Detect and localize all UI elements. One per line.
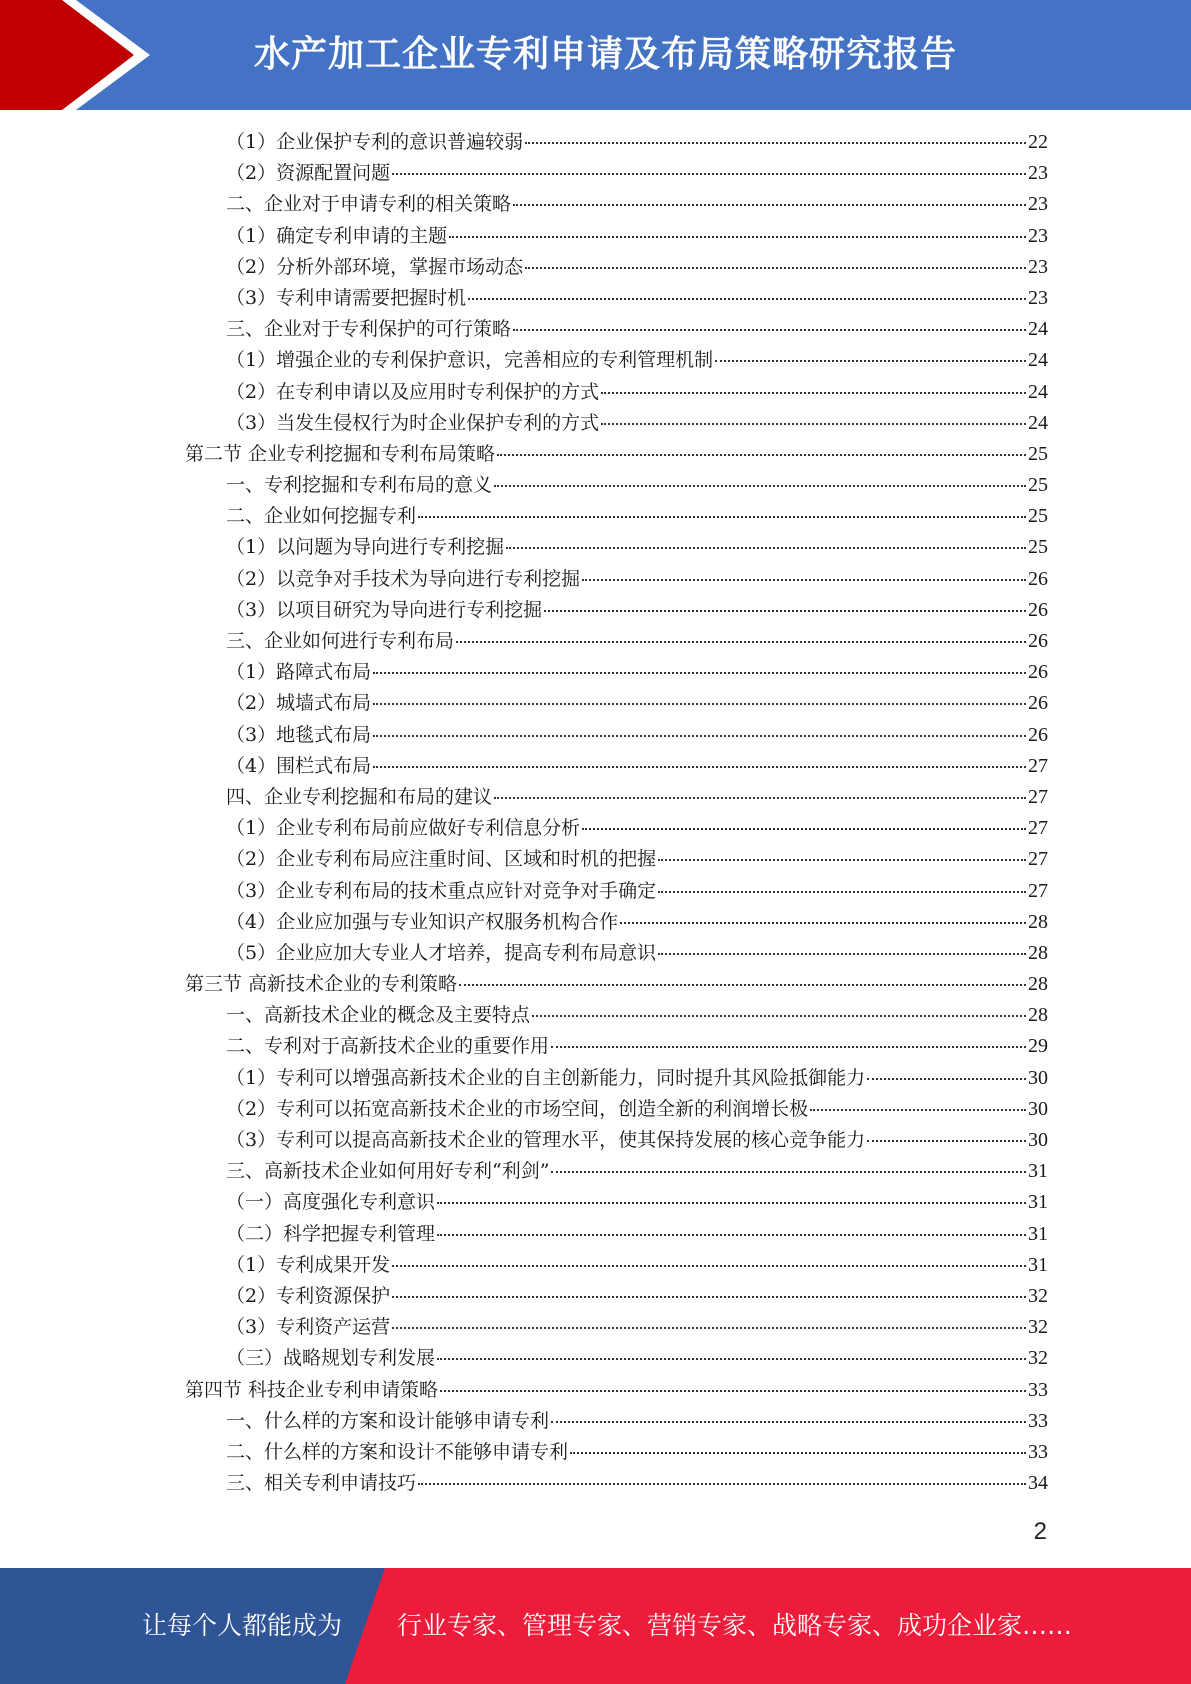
toc-entry[interactable] [0,408,1048,439]
toc-entry-title: （2）分析外部环境，掌握市场动态 [226,255,524,278]
toc-entry[interactable] [0,252,1048,283]
toc-entry-title: （4）企业应加强与专业知识产权服务机构合作 [226,910,619,933]
toc-dot-leader [437,1358,1026,1360]
toc-entry[interactable] [0,876,1048,907]
toc-entry[interactable] [0,439,1048,470]
toc-entry[interactable] [0,657,1048,688]
toc-dot-leader [582,828,1026,830]
toc-dot-leader [494,485,1026,487]
table-of-contents [0,127,1191,1499]
toc-entry-title: （1）企业保护专利的意识普遍较弱 [226,131,524,153]
toc-dot-leader [373,703,1026,705]
toc-entry[interactable] [0,1000,1048,1031]
toc-entry-page: 33 [1028,1378,1048,1401]
toc-entry-title: （3）当发生侵权行为时企业保护专利的方式 [226,411,600,434]
toc-entry[interactable] [0,688,1048,719]
toc-entry-title: 一、什么样的方案和设计能够申请专利 [226,1409,550,1432]
toc-entry-page: 33 [1028,1440,1048,1463]
toc-entry-title: 二、专利对于高新技术企业的重要作用 [226,1035,550,1058]
toc-entry[interactable] [0,1406,1048,1437]
toc-entry[interactable] [0,782,1048,813]
toc-dot-leader [418,1483,1026,1485]
toc-entry-page: 25 [1028,536,1048,559]
toc-entry[interactable] [0,813,1048,844]
toc-entry-page: 23 [1028,224,1048,247]
toc-dot-leader [715,360,1026,362]
toc-entry-title: 二、什么样的方案和设计不能够申请专利 [226,1440,569,1463]
toc-entry-page: 23 [1028,193,1048,216]
toc-entry[interactable] [0,564,1048,595]
toc-entry-title: 二、企业如何挖掘专利 [226,505,417,528]
toc-entry-title: 第二节 企业专利挖掘和专利布局策略 [185,442,496,465]
toc-entry-title: （一）高度强化专利意识 [226,1191,436,1214]
toc-entry-page: 28 [1028,973,1048,996]
toc-entry-page: 32 [1028,1316,1048,1339]
toc-entry-page: 24 [1028,411,1048,434]
toc-entry-page: 27 [1028,848,1048,871]
toc-entry-title: （1）专利成果开发 [226,1253,391,1276]
toc-entry-title: （3）以项目研究为导向进行专利挖掘 [226,598,543,621]
toc-dot-leader [468,298,1026,300]
toc-entry-page: 31 [1028,1253,1048,1276]
toc-entry-title: （二）科学把握专利管理 [226,1222,436,1245]
toc-entry[interactable] [0,470,1048,501]
toc-entry-page: 27 [1028,754,1048,777]
toc-entry[interactable] [0,221,1048,252]
toc-entry-title: 第三节 高新技术企业的专利策略 [185,973,458,996]
toc-entry-page: 32 [1028,1284,1048,1307]
toc-entry[interactable] [0,1063,1048,1094]
toc-entry[interactable] [0,626,1048,657]
footer-slogan-lead: 让每个人都能成为 [142,1611,343,1640]
toc-entry[interactable] [0,1094,1048,1125]
toc-dot-leader [513,329,1026,331]
toc-dot-leader [658,891,1026,893]
toc-dot-leader [867,1140,1026,1142]
toc-entry-title: 四、企业专利挖掘和布局的建议 [226,785,493,808]
toc-dot-leader [620,922,1026,924]
toc-entry-page: 32 [1028,1347,1048,1370]
toc-entry-page: 31 [1028,1222,1048,1245]
toc-entry[interactable] [0,1437,1048,1468]
toc-entry[interactable] [0,1031,1048,1062]
toc-entry-title: （3）专利资产运营 [226,1316,391,1339]
toc-entry-page: 27 [1028,879,1048,902]
toc-entry-title: （3）专利申请需要把握时机 [226,286,467,309]
toc-entry-page: 25 [1028,442,1048,465]
toc-entry-page: 23 [1028,162,1048,185]
page-header [0,0,1191,110]
toc-entry-page: 28 [1028,910,1048,933]
toc-dot-leader [437,1202,1026,1204]
toc-entry-title: （3）地毯式布局 [226,723,372,746]
toc-entry[interactable] [0,969,1048,1000]
toc-entry[interactable] [0,844,1048,875]
toc-entry-page: 26 [1028,661,1048,684]
toc-dot-leader [525,142,1026,144]
toc-entry[interactable] [0,1219,1048,1250]
toc-entry-title: （4）围栏式布局 [226,754,372,777]
toc-entry[interactable] [0,938,1048,969]
toc-entry[interactable] [0,377,1048,408]
toc-entry-page: 25 [1028,505,1048,528]
toc-entry-title: 二、企业对于申请专利的相关策略 [226,193,512,216]
toc-entry[interactable] [0,1343,1048,1374]
toc-dot-leader [373,766,1026,768]
toc-entry-title: （1）路障式布局 [226,661,372,684]
red-chevron-decoration [0,0,150,110]
toc-entry-title: （2）城墙式布局 [226,692,372,715]
toc-dot-leader [494,797,1026,799]
toc-entry[interactable] [0,1281,1048,1312]
toc-entry-page: 26 [1028,630,1048,652]
toc-entry[interactable] [0,1125,1048,1156]
toc-entry-page: 29 [1028,1035,1048,1058]
toc-entry-page: 24 [1028,318,1048,341]
toc-entry-title: （2）企业专利布局应注重时间、区域和时机的把握 [226,848,657,871]
toc-entry[interactable] [0,1187,1048,1218]
toc-dot-leader [418,516,1026,518]
toc-dot-leader [373,735,1026,737]
toc-entry[interactable] [0,1250,1048,1281]
toc-entry-page: 28 [1028,1004,1048,1027]
toc-entry-title: （5）企业应加大专业人才培养，提高专利布局意识 [226,941,657,964]
toc-entry-title: 三、企业对于专利保护的可行策略 [226,318,512,341]
toc-entry-page: 33 [1028,1409,1048,1432]
toc-dot-leader [810,1109,1026,1111]
toc-dot-leader [513,204,1026,206]
toc-entry-title: （3）企业专利布局的技术重点应针对竞争对手确定 [226,879,657,902]
toc-dot-leader [449,236,1026,238]
toc-dot-leader [456,641,1026,643]
page-footer [0,1568,1191,1684]
toc-entry-title: （1）企业专利布局前应做好专利信息分析 [226,817,581,840]
toc-entry[interactable] [0,189,1048,220]
toc-entry[interactable] [0,1156,1048,1187]
toc-entry[interactable] [0,1312,1048,1343]
toc-entry-title: （1）以问题为导向进行专利挖掘 [226,536,505,559]
toc-dot-leader [544,610,1026,612]
toc-entry-page: 31 [1028,1191,1048,1214]
toc-dot-leader [440,1390,1026,1392]
toc-entry[interactable] [0,314,1048,345]
toc-entry-title: 一、专利挖掘和专利布局的意义 [226,474,493,497]
toc-entry-page: 30 [1028,1097,1048,1120]
toc-dot-leader [437,1234,1026,1236]
toc-dot-leader [551,1046,1026,1048]
toc-entry-page: 25 [1028,474,1048,497]
toc-entry-page: 34 [1028,1472,1048,1495]
toc-dot-leader [551,1171,1026,1173]
toc-entry-title: （2）专利可以拓宽高新技术企业的市场空间，创造全新的利润增长极 [226,1097,809,1120]
toc-entry-title: （1）确定专利申请的主题 [226,224,448,247]
toc-dot-leader [658,953,1026,955]
toc-entry-title: （2）在专利申请以及应用时专利保护的方式 [226,380,600,403]
toc-entry-page: 24 [1028,349,1048,372]
toc-dot-leader [373,672,1026,674]
toc-entry[interactable] [0,158,1048,189]
toc-entry-page: 27 [1028,817,1048,840]
toc-dot-leader [392,1327,1026,1329]
toc-entry-page: 23 [1028,286,1048,309]
toc-entry[interactable] [0,595,1048,626]
toc-entry-page: 24 [1028,380,1048,403]
toc-dot-leader [867,1078,1026,1080]
toc-entry-page: 26 [1028,567,1048,590]
toc-entry[interactable] [0,501,1048,532]
document-title: 水产加工企业专利申请及布局策略研究报告 [253,34,957,75]
toc-dot-leader [570,1452,1026,1454]
toc-dot-leader [392,1296,1026,1298]
toc-entry[interactable] [0,751,1048,782]
toc-entry-page: 30 [1028,1066,1048,1089]
toc-entry[interactable] [0,127,1048,158]
toc-entry-page: 27 [1028,785,1048,808]
toc-dot-leader [525,267,1026,269]
toc-entry[interactable] [0,283,1048,314]
page-number: 2 [1033,1518,1047,1545]
toc-entry-title: （2）以竞争对手技术为导向进行专利挖掘 [226,567,581,590]
toc-dot-leader [601,392,1026,394]
toc-entry[interactable] [0,532,1048,563]
toc-entry[interactable] [0,907,1048,938]
toc-entry-title: （2）资源配置问题 [226,162,391,185]
toc-entry-page: 23 [1028,255,1048,278]
toc-entry-title: （1）专利可以增强高新技术企业的自主创新能力，同时提升其风险抵御能力 [226,1066,866,1089]
footer-slogan-roles: 行业专家、管理专家、营销专家、战略专家、成功企业家…… [397,1611,1073,1640]
toc-entry-page: 26 [1028,598,1048,621]
toc-entry-title: 三、相关专利申请技巧 [226,1472,417,1495]
toc-entry[interactable] [0,1375,1048,1406]
toc-dot-leader [601,423,1026,425]
toc-entry-title: 三、企业如何进行专利布局 [226,630,455,652]
toc-entry-title: （2）专利资源保护 [226,1284,391,1307]
toc-dot-leader [532,1015,1026,1017]
toc-dot-leader [506,547,1026,549]
toc-entry-page: 28 [1028,941,1048,964]
toc-dot-leader [459,984,1026,986]
toc-entry[interactable] [0,345,1048,376]
chevron-red-fill [0,0,134,110]
toc-entry-title: 三、高新技术企业如何用好专利“利剑” [226,1160,550,1183]
toc-entry[interactable] [0,1468,1048,1499]
toc-entry-title: （3）专利可以提高高新技术企业的管理水平，使其保持发展的核心竞争能力 [226,1129,866,1151]
toc-entry-page: 31 [1028,1160,1048,1183]
toc-entry-page: 26 [1028,692,1048,715]
toc-dot-leader [658,859,1026,861]
toc-entry-title: 第四节 科技企业专利申请策略 [185,1378,439,1401]
toc-entry-page: 22 [1028,131,1048,153]
toc-dot-leader [497,454,1026,456]
toc-entry-title: （1）增强企业的专利保护意识，完善相应的专利管理机制 [226,349,714,372]
toc-dot-leader [551,1421,1026,1423]
toc-entry-title: （三）战略规划专利发展 [226,1347,436,1370]
toc-entry-title: 一、高新技术企业的概念及主要特点 [226,1004,531,1027]
toc-entry[interactable] [0,720,1048,751]
toc-entry-page: 30 [1028,1129,1048,1151]
toc-dot-leader [392,173,1026,175]
toc-dot-leader [582,579,1026,581]
toc-dot-leader [392,1265,1026,1267]
toc-entry-page: 26 [1028,723,1048,746]
